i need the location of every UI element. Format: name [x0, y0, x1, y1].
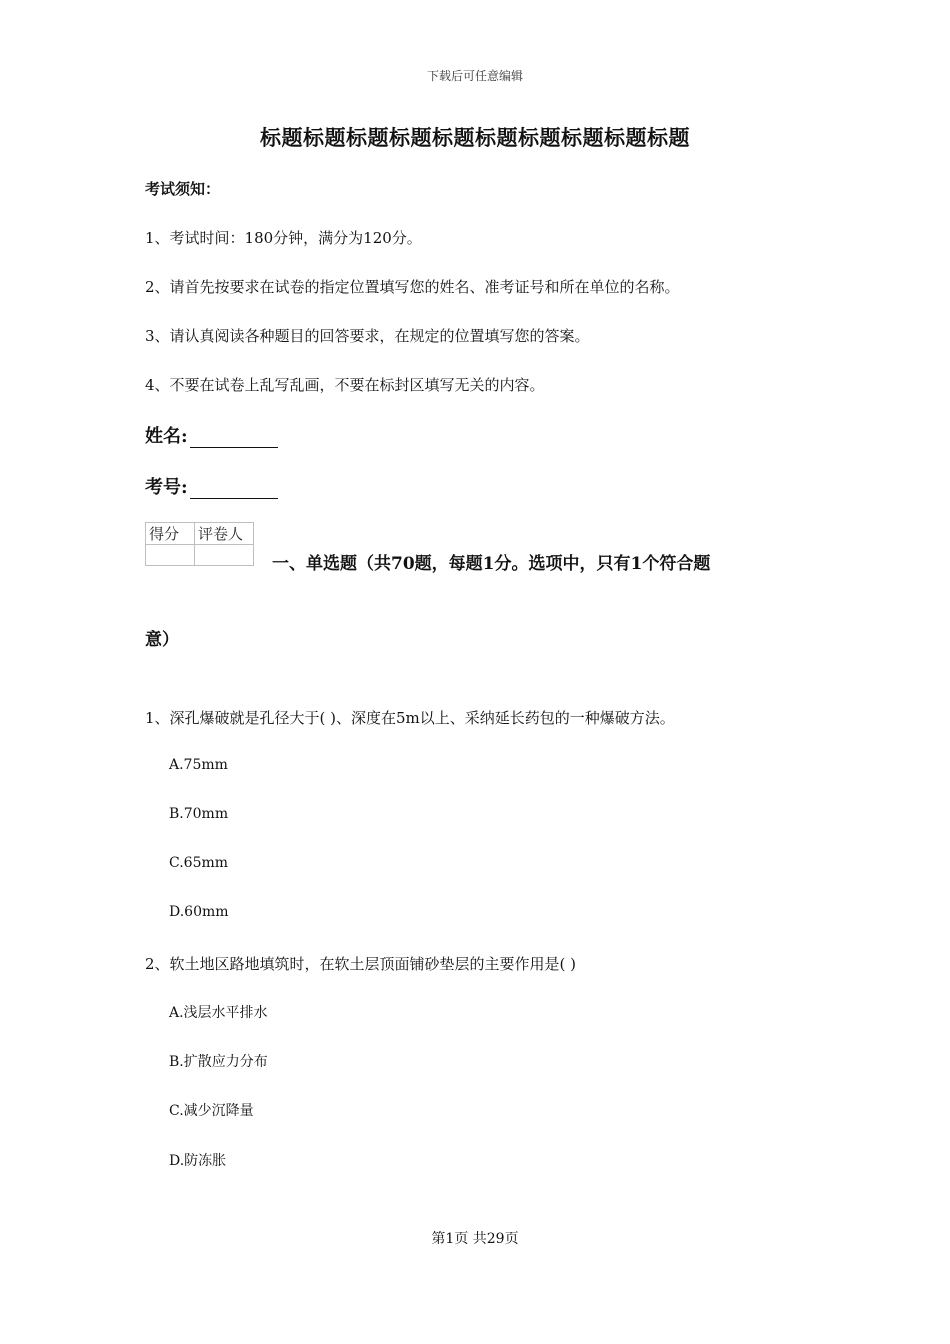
answer-option[interactable]: A.75mm [169, 757, 228, 773]
section-title-continuation: 意） [145, 630, 179, 650]
score-table [145, 522, 254, 566]
answer-option[interactable]: C.减少沉降量 [169, 1103, 254, 1119]
answer-option[interactable]: C.65mm [169, 855, 229, 871]
score-table-blank-row [146, 545, 254, 566]
exam-id-field [145, 473, 278, 499]
score-table-header-row [146, 523, 254, 545]
name-blank-line[interactable] [190, 429, 278, 448]
notice-item: 1、考试时间：180分钟，满分为120分。 [145, 229, 422, 247]
page-footer: 第1页 共29页 [431, 1231, 519, 1247]
notice-item: 3、请认真阅读各种题目的回答要求，在规定的位置填写您的答案。 [145, 327, 590, 345]
grader-header-cell: 评卷人 [195, 523, 254, 545]
exam-id-label: 考号: [145, 477, 188, 498]
exam-id-blank-line[interactable] [190, 480, 278, 499]
answer-option[interactable]: D.60mm [169, 904, 229, 920]
question-stem: 2、软土地区路地填筑时，在软土层顶面铺砂垫层的主要作用是( ) [145, 955, 577, 973]
answer-option[interactable]: B.扩散应力分布 [169, 1054, 268, 1070]
header-note: 下载后可任意编辑 [426, 69, 523, 83]
score-header-cell: 得分 [146, 523, 195, 545]
grader-blank-cell[interactable] [195, 545, 254, 566]
score-blank-cell[interactable] [146, 545, 195, 566]
section-title: 一、单选题（共70题，每题1分。选项中，只有1个符合题 [272, 554, 711, 574]
question-stem: 1、深孔爆破就是孔径大于( )、深度在5m以上、采纳延长药包的一种爆破方法。 [145, 709, 675, 727]
answer-option[interactable]: A.浅层水平排水 [169, 1005, 268, 1021]
answer-option[interactable]: B.70mm [169, 806, 229, 822]
name-label: 姓名: [145, 426, 188, 447]
name-field [145, 422, 278, 448]
notice-item: 4、不要在试卷上乱写乱画，不要在标封区填写无关的内容。 [145, 376, 545, 394]
notice-item: 2、请首先按要求在试卷的指定位置填写您的姓名、准考证号和所在单位的名称。 [145, 278, 680, 296]
answer-option[interactable]: D.防冻胀 [169, 1153, 227, 1169]
document-title: 标题标题标题标题标题标题标题标题标题标题 [260, 125, 690, 150]
notice-heading: 考试须知： [145, 180, 221, 198]
